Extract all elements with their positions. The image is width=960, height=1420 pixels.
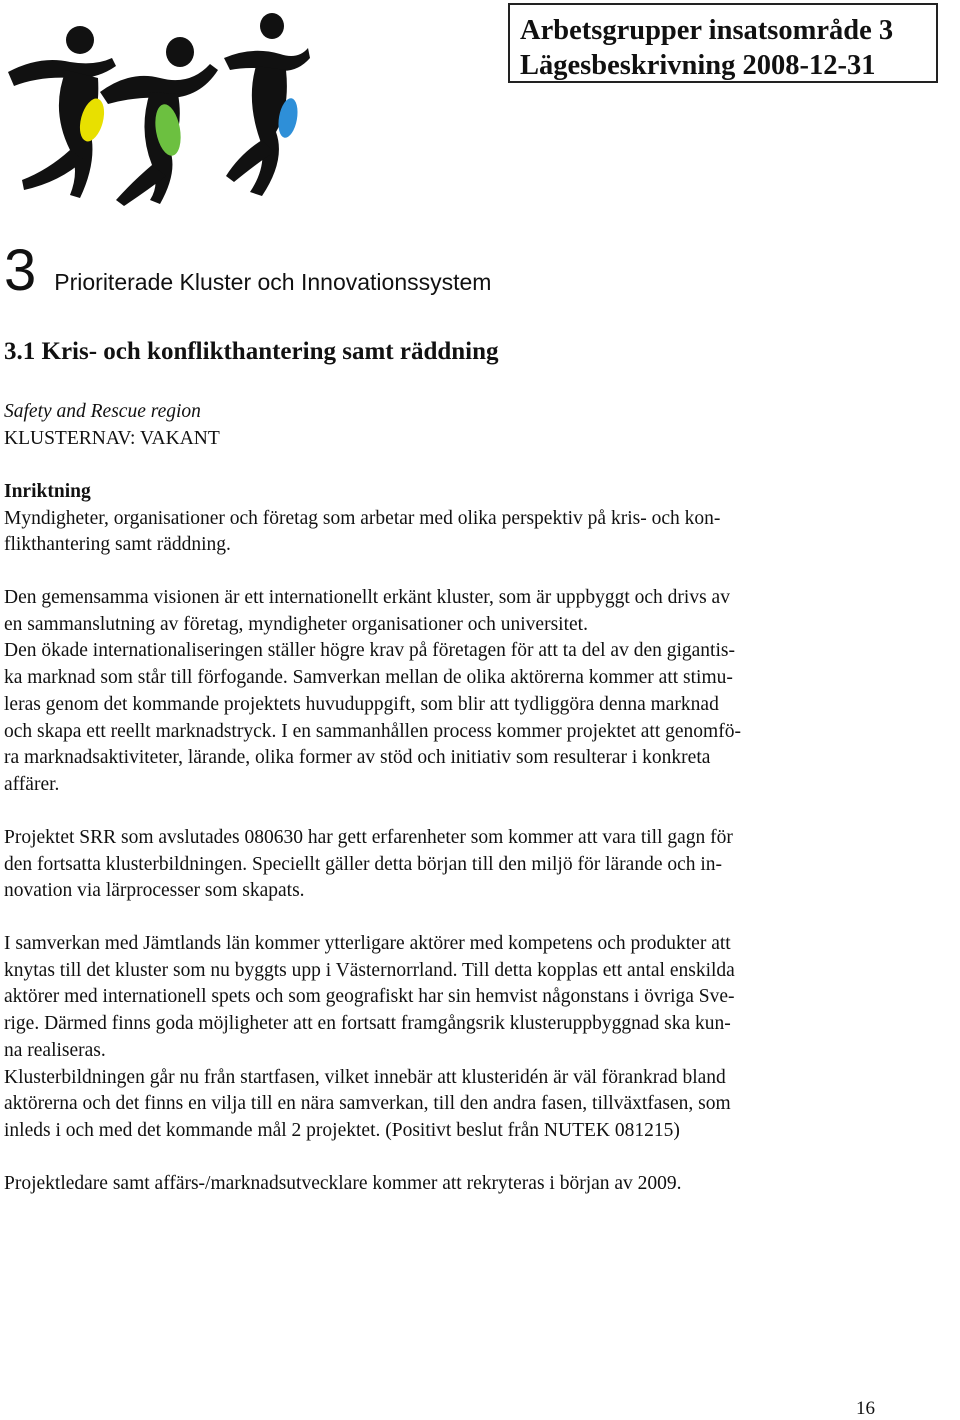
chapter-heading [4, 236, 491, 306]
paragraph-line: na realiseras. [4, 1039, 106, 1061]
orientation-line: flikthantering samt räddning. [4, 534, 231, 556]
orientation-heading: Inriktning [4, 481, 91, 502]
chapter-title: Prioriterade Kluster och Innovationssystem [54, 269, 492, 295]
paragraph-line: ra marknadsaktiviteter, lärande, olika former av stöd och initiativ som resulterar i konkreta [4, 747, 711, 769]
paragraph-recruitment [4, 1171, 682, 1198]
paragraph-line: knytas till det kluster som nu byggts upp i Västernorrland. Till detta kopplas ett antal enskilda [4, 959, 735, 981]
orientation-block [4, 479, 720, 559]
paragraph-line: Den gemensamma visionen är ett internationellt erkänt kluster, som är uppbyggt och drivs av [4, 587, 730, 608]
figure-left-icon [8, 26, 116, 198]
paragraph-line: Klusterbildningen går nu från startfasen, vilket innebär att klusteridén är väl förankrad bland [4, 1066, 726, 1088]
paragraph-line: I samverkan med Jämtlands län kommer ytterligare aktörer med kompetens och produkter att [4, 933, 731, 954]
header-title-line1: Arbetsgrupper insatsområde 3 [520, 15, 894, 46]
paragraph-collaboration [4, 931, 735, 1145]
paragraph-line: och skapa ett reellt marknadstryck. I en sammanhållen process kommer projektet att genomfö- [4, 720, 741, 742]
paragraph-line: affärer. [4, 773, 60, 795]
paragraph-srr [4, 825, 733, 905]
paragraph-line: aktörer med internationell spets och som geografiskt har sin hemvist någonstans i övriga Sve- [4, 986, 735, 1008]
paragraph-line: aktörerna och det finns en vilja till en nära samverkan, till den andra fasen, tillväxtfasen, som [4, 1093, 731, 1115]
dancing-figures-logo [0, 0, 310, 210]
paragraph-vision [4, 585, 741, 799]
figure-middle-icon [100, 37, 218, 206]
figure-right-icon [224, 13, 310, 196]
document-header [508, 3, 938, 83]
section-heading: 3.1 Kris- och konflikthantering samt räddning [4, 338, 499, 365]
paragraph-line: den fortsatta klusterbildningen. Speciellt gäller detta början till den miljö för lärande och in- [4, 853, 723, 875]
paragraph-line: novation via lärprocesser som skapats. [4, 880, 305, 902]
section-subtitle: Safety and Rescue region [4, 401, 201, 422]
paragraph-line: en sammanslutning av företag, myndigheter organisationer och universitet. [4, 613, 588, 635]
paragraph-line: Projektet SRR som avslutades 080630 har gett erfarenheter som kommer att vara till gagn för [4, 827, 733, 848]
paragraph-line: leras genom det kommande projektets huvuduppgift, som blir att tydliggöra denna marknad [4, 693, 719, 715]
paragraph-line: inleds i och med det kommande mål 2 projektet. (Positivt beslut från NUTEK 081215) [4, 1119, 680, 1141]
page-number: 16 [856, 1398, 875, 1419]
orientation-line: Myndigheter, organisationer och företag som arbetar med olika perspektiv på kris- och kon- [4, 507, 721, 529]
cluster-lead: KLUSTERNAV: VAKANT [4, 427, 220, 449]
paragraph-line: Den ökade internationaliseringen ställer högre krav på företagen för att ta del av den gigantis- [4, 640, 735, 662]
paragraph-line: Projektledare samt affärs-/marknadsutvecklare kommer att rekryteras i början av 2009. [4, 1173, 682, 1194]
paragraph-line: rige. Därmed finns goda möjligheter att en fortsatt framgångsrik klusteruppbyggnad ska kun- [4, 1013, 731, 1035]
section-meta [4, 399, 220, 452]
header-title-line2: Lägesbeskrivning 2008-12-31 [520, 50, 876, 81]
chapter-number: 3 [4, 238, 37, 303]
paragraph-line: ka marknad som står till förfogande. Samverkan mellan de olika aktörerna kommer att stimu- [4, 667, 733, 689]
